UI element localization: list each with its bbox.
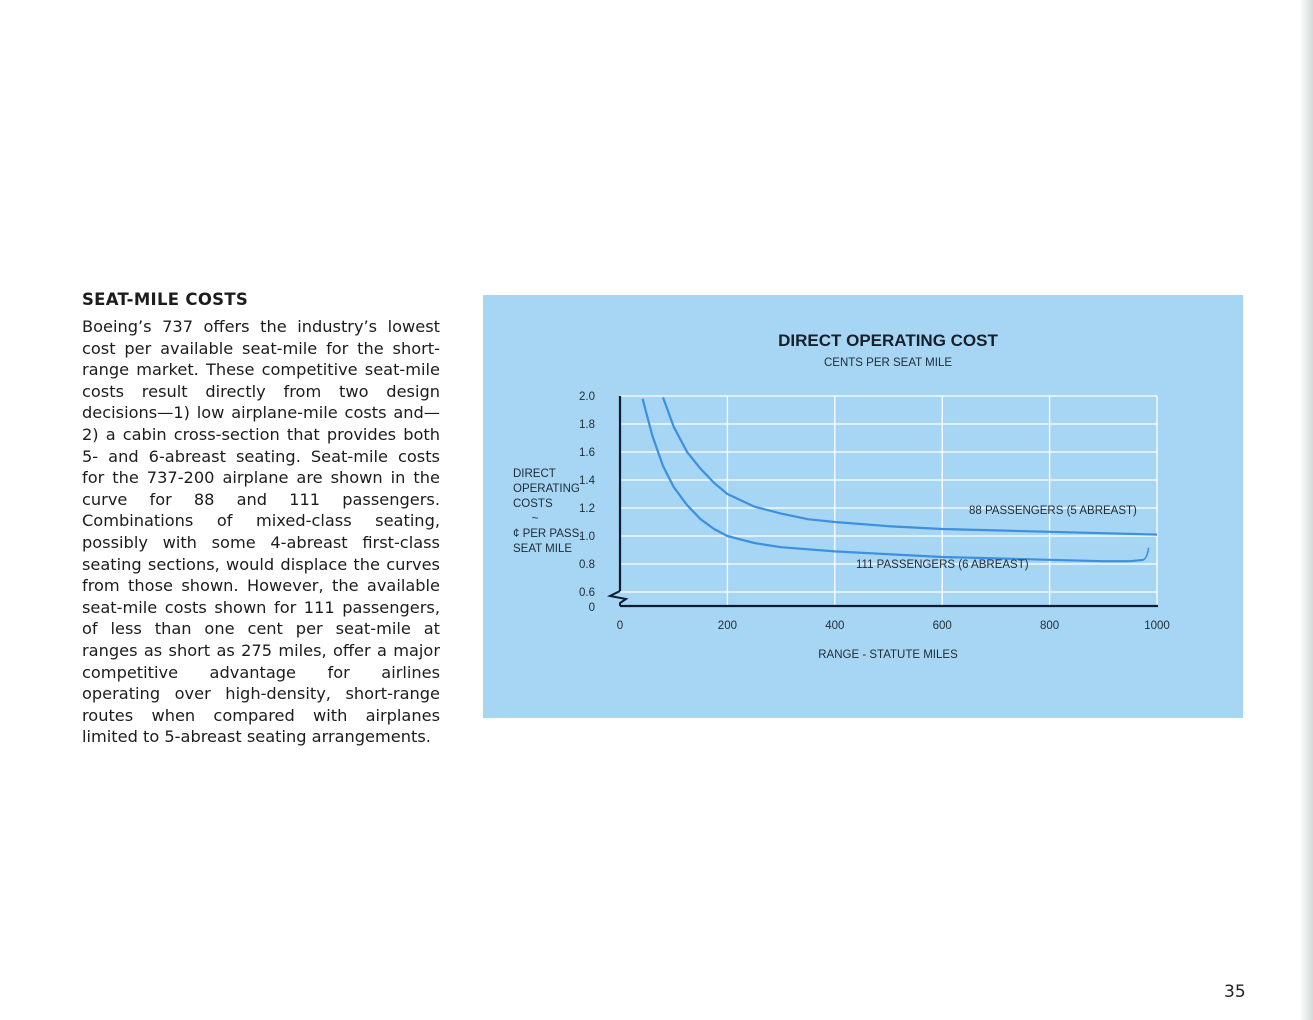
y-axis-label-line: SEAT MILE	[513, 543, 573, 555]
axes	[610, 396, 1158, 606]
x-tick-label-400: 400	[825, 620, 845, 632]
y-axis-label-line: ~	[531, 513, 539, 525]
series-label-88-passengers: 88 PASSENGERS (5 ABREAST)	[969, 505, 1137, 517]
chart-panel	[483, 295, 1243, 718]
page-number: 35	[1224, 982, 1246, 1002]
x-tick-label-800: 800	[1040, 620, 1060, 632]
series-label-111-passengers: 111 PASSENGERS (6 ABREAST)	[856, 559, 1029, 571]
section-body-text: Boeing’s 737 offers the industry’s lowest cost per available seat-mile for the short-range market. These competitive seat-mile costs result directly from two design decisions—1) low airplane-mile costs and—2) a cabin cross-section that provides both 5- and 6-abreast seating. Seat-mile costs for the 737-200 airplane are shown in the curve for 88 and 111 passengers. Combinations of mixed-class seating, possibly with some 4-abreast first-class seating sections, would displace the curves from those shown. However, the available seat-mile costs shown for 111 passengers, of less than one cent per seat-mile at ranges as short as 275 miles, offer a major competitive advantage for airlines operating over high-density, short-range routes when compared with airplanes limited to 5-abreast seating arrangements.	[82, 317, 440, 747]
series-line-end-mark	[1144, 548, 1149, 560]
y-tick-label-0.8: 0.8	[579, 559, 595, 571]
y-axis-break	[610, 591, 626, 606]
y-axis-label	[513, 468, 582, 555]
direct-operating-cost-chart	[483, 295, 1243, 718]
y-tick-label-1.8: 1.8	[579, 419, 595, 431]
chart-title: DIRECT OPERATING COST	[778, 331, 998, 350]
x-axis-label: RANGE - STATUTE MILES	[818, 649, 958, 661]
y-axis-label-line: COSTS	[513, 498, 553, 510]
y-tick-label-0.6: 0.6	[579, 587, 595, 599]
y-tick-label-1.0: 1.0	[579, 531, 595, 543]
y-tick-label-2.0: 2.0	[579, 391, 595, 403]
x-tick-label-1000: 1000	[1144, 620, 1170, 632]
y-tick-label-0: 0	[588, 602, 595, 614]
grid	[620, 396, 1157, 606]
y-tick-label-1.6: 1.6	[579, 447, 595, 459]
chart-subtitle: CENTS PER SEAT MILE	[823, 357, 953, 369]
x-tick-label-600: 600	[932, 620, 952, 632]
y-axis-label-line: OPERATING	[513, 483, 580, 495]
page-edge	[1299, 0, 1313, 1020]
y-tick-label-1.4: 1.4	[579, 475, 595, 487]
y-tick-label-1.2: 1.2	[579, 503, 595, 515]
section-heading: SEAT-MILE COSTS	[82, 290, 249, 309]
x-tick-label-200: 200	[717, 620, 737, 632]
x-tick-label-0: 0	[616, 620, 624, 632]
y-axis-label-line: DIRECT	[513, 468, 556, 480]
y-axis-label-line: ¢ PER PASS.	[513, 528, 583, 540]
